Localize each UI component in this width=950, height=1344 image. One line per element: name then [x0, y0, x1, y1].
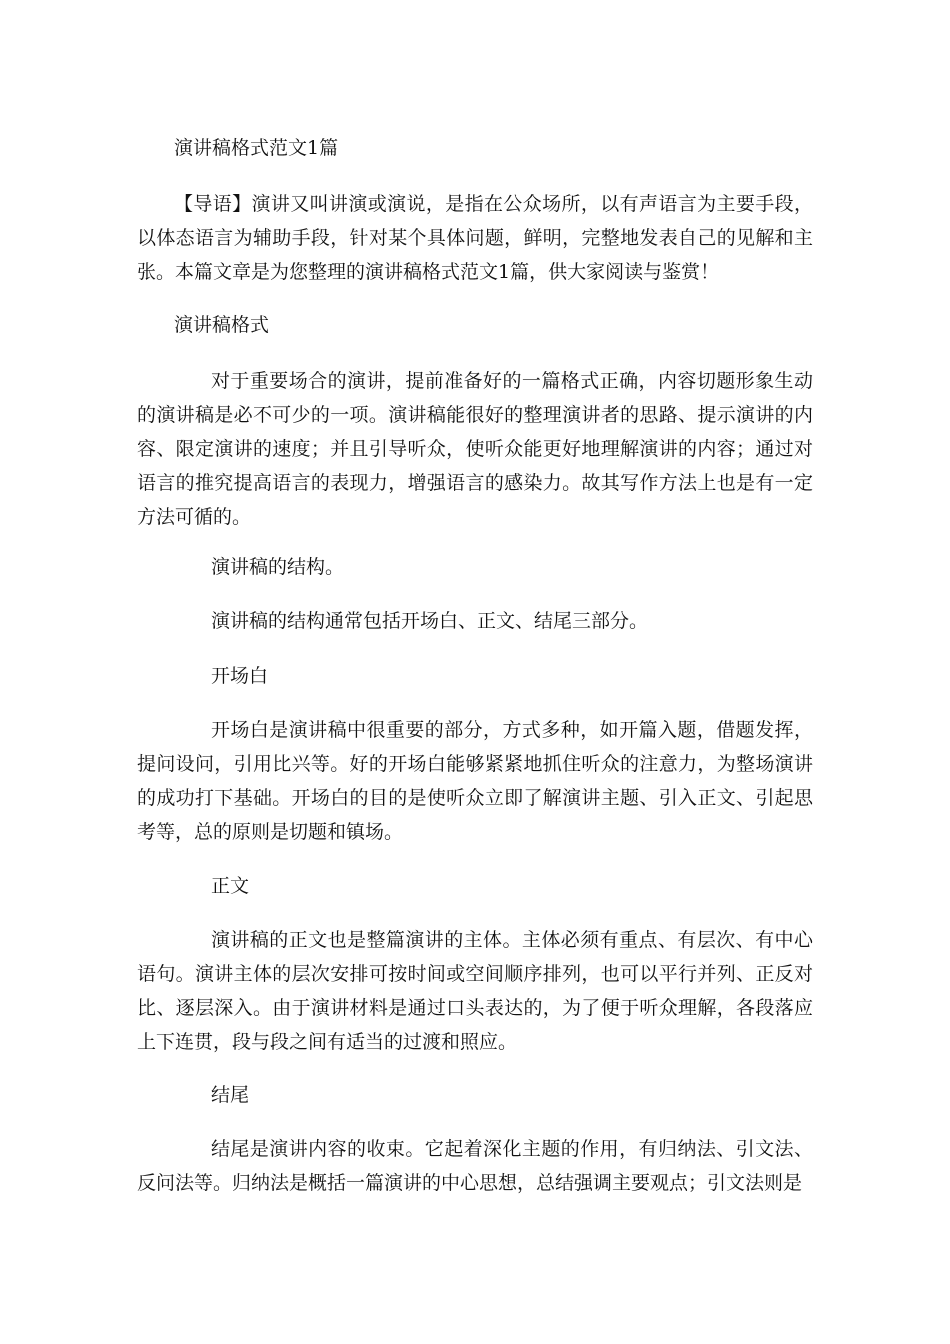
body-paragraph: 演讲稿的正文也是整篇演讲的主体。主体必须有重点、有层次、有中心语句。演讲主体的层次安排可按时间或空间顺序排列，也可以平行并列、正反对比、逐层深入。由于演讲材料是通过口头表达的，为了便于听众理解，各段落应上下连贯，段与段之间有适当的过渡和照应。 — [137, 929, 813, 1053]
structure-text: 演讲稿的结构通常包括开场白、正文、结尾三部分。 — [211, 610, 649, 632]
body-heading: 正文 — [211, 875, 250, 897]
section-heading: 演讲稿格式 — [174, 314, 270, 336]
structure-heading: 演讲稿的结构。 — [211, 556, 345, 578]
intro-paragraph: 【导语】演讲又叫讲演或演说，是指在公众场所，以有声语言为主要手段，以体态语言为辅助手段，针对某个具体问题，鲜明，完整地发表自己的见解和主张。本篇文章是为您整理的演讲稿格式范文1篇，供大家阅读与鉴赏！ — [137, 193, 813, 283]
ending-heading: 结尾 — [211, 1084, 250, 1106]
opening-heading: 开场白 — [211, 665, 269, 687]
document-title: 演讲稿格式范文1篇 — [174, 137, 339, 159]
opening-paragraph: 开场白是演讲稿中很重要的部分，方式多种，如开篇入题，借题发挥，提问设问，引用比兴等。好的开场白能够紧紧地抓住听众的注意力，为整场演讲的成功打下基础。开场白的目的是使听众立即了解演讲主题、引入正文、引起思考等，总的原则是切题和镇场。 — [137, 719, 813, 843]
format-paragraph: 对于重要场合的演讲，提前准备好的一篇格式正确，内容切题形象生动的演讲稿是必不可少的一项。演讲稿能很好的整理演讲者的思路、提示演讲的内容、限定演讲的速度；并且引导听众，使听众能更好地理解演讲的内容；通过对语言的推究提高语言的表现力，增强语言的感染力。故其写作方法上也是有一定方法可循的。 — [137, 370, 813, 528]
ending-paragraph: 结尾是演讲内容的收束。它起着深化主题的作用，有归纳法、引文法、反问法等。归纳法是概括一篇演讲的中心思想，总结强调主要观点；引文法则是 — [137, 1138, 813, 1194]
